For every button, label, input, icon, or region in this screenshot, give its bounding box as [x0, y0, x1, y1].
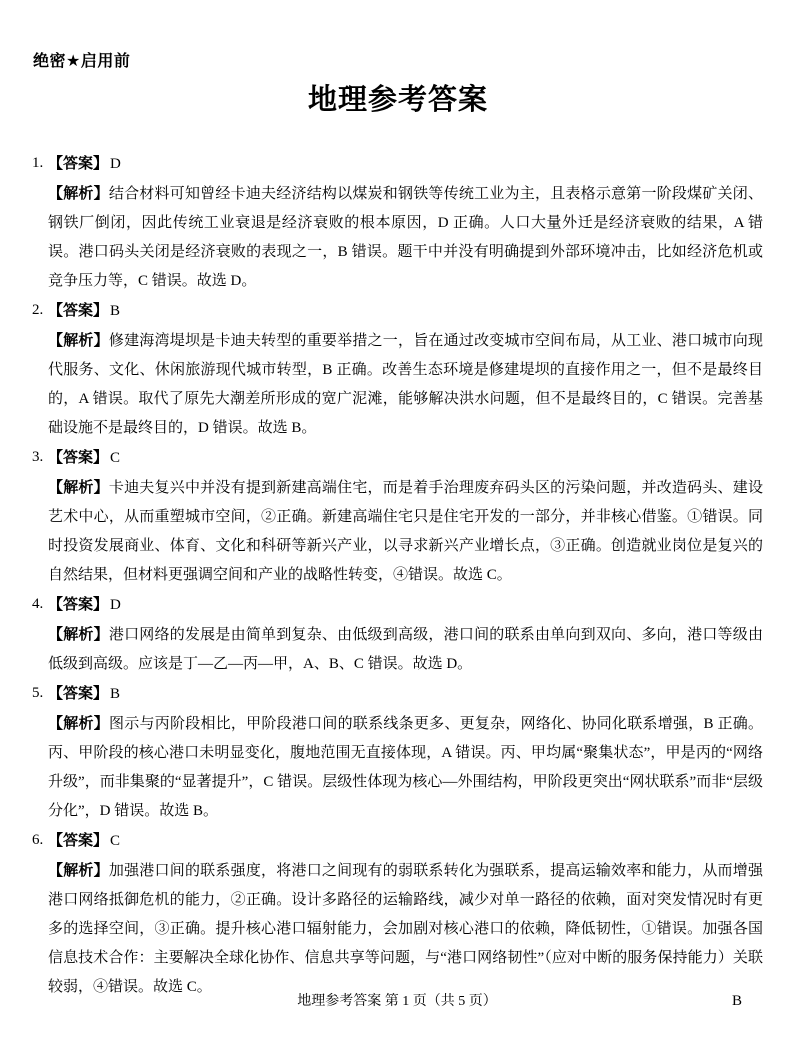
answer-line [48, 590, 763, 620]
analysis-paragraph [48, 856, 763, 1002]
answer-item-6 [33, 826, 763, 1002]
classification-banner: 绝密★启用前 [33, 53, 131, 70]
answer-value: D [110, 156, 121, 172]
item-number: 5. [32, 685, 44, 701]
answer-item-1 [33, 149, 763, 296]
answer-label: 【答案】 [48, 832, 109, 849]
footer-version-mark: B [731, 993, 742, 1009]
answer-value: D [110, 597, 121, 613]
analysis-label: 【解析】 [48, 479, 109, 496]
answer-item-3 [33, 443, 763, 590]
analysis-label: 【解析】 [48, 715, 109, 732]
answer-line [48, 443, 763, 473]
analysis-text: 修建海湾堤坝是卡迪夫转型的重要举措之一，旨在通过改变城市空间布局，从工业、港口城市向现代服务、文化、休闲旅游现代城市转型，B 正确。改善生态环境是修建堤坝的直接作用之一，但不是最终目的，A 错误。取代了原先大潮差所形成的宽广泥滩，能够解决洪水问题，但不是最终目的，C 错误。完善基础设施不是最终目的，D 错误。故选 B。 [48, 333, 763, 436]
item-number: 2. [32, 302, 44, 318]
analysis-paragraph [48, 709, 763, 826]
answer-line [48, 679, 763, 709]
answer-value: C [110, 450, 121, 466]
analysis-text: 卡迪夫复兴中并没有提到新建高端住宅，而是着手治理废弃码头区的污染问题，并改造码头、建设艺术中心，从而重塑城市空间，②正确。新建高端住宅只是住宅开发的一部分，并非核心借鉴。①错误。同时投资发展商业、体育、文化和科研等新兴产业，以寻求新兴产业增长点，③正确。创造就业岗位是复兴的自然结果，但材料更强调空间和产业的战略性转变，④错误。故选 C。 [48, 480, 763, 583]
analysis-text: 结合材料可知曾经卡迪夫经济结构以煤炭和钢铁等传统工业为主，且表格示意第一阶段煤矿关闭、钢铁厂倒闭，因此传统工业衰退是经济衰败的根本原因，D 正确。人口大量外迁是经济衰败的结果，A 错误。港口码头关闭是经济衰败的表现之一，B 错误。题干中并没有明确提到外部环境冲击，比如经济危机或竞争压力等，C 错误。故选 D。 [48, 186, 763, 289]
answer-line [48, 826, 763, 856]
analysis-paragraph [48, 326, 763, 443]
footer-page-info: 地理参考答案 第 1 页（共 5 页） [297, 994, 497, 1009]
answer-label: 【答案】 [48, 302, 109, 319]
analysis-paragraph [48, 620, 763, 679]
analysis-label: 【解析】 [48, 862, 109, 879]
answer-value: B [110, 303, 121, 319]
answer-value: C [110, 833, 121, 849]
analysis-label: 【解析】 [48, 626, 109, 643]
item-number: 1. [32, 155, 44, 171]
page-title: 地理参考答案 [307, 84, 488, 116]
analysis-label: 【解析】 [48, 332, 109, 349]
item-number: 4. [32, 596, 44, 612]
analysis-label: 【解析】 [48, 185, 109, 202]
answer-line [48, 149, 763, 179]
analysis-text: 图示与丙阶段相比，甲阶段港口间的联系线条更多、更复杂，网络化、协同化联系增强，B 正确。丙、甲阶段的核心港口未明显变化，腹地范围无直接体现，A 错误。丙、甲均属“聚集状态”，甲是丙的“网络升级”，而非集聚的“显著提升”，C 错误。层级性体现为核心—外围结构，甲阶段更突出“网状联系”而非“层级分化”，D 错误。故选 B。 [48, 716, 763, 819]
answers-list [33, 149, 763, 1002]
item-number: 3. [32, 449, 44, 465]
analysis-text: 加强港口间的联系强度，将港口之间现有的弱联系转化为强联系，提高运输效率和能力，从而增强港口网络抵御危机的能力，②正确。设计多路径的运输路线，减少对单一路径的依赖，面对突发情况时有更多的选择空间，③正确。提升核心港口辐射能力，会加剧对核心港口的依赖，降低韧性，①错误。加强各国信息技术合作：主要解决全球化协作、信息共享等问题，与“港口网络韧性”（应对中断的服务保持能力）关联较弱，④错误。故选 C。 [48, 863, 763, 995]
answer-label: 【答案】 [48, 596, 109, 613]
item-number: 6. [32, 832, 44, 848]
analysis-paragraph [48, 179, 763, 296]
answer-value: B [110, 686, 121, 702]
answer-label: 【答案】 [48, 155, 109, 172]
analysis-text: 港口网络的发展是由简单到复杂、由低级到高级，港口间的联系由单向到双向、多向，港口等级由低级到高级。应该是丁—乙—丙—甲，A、B、C 错误。故选 D。 [48, 627, 763, 672]
answer-line [48, 296, 763, 326]
answer-label: 【答案】 [48, 685, 109, 702]
analysis-paragraph [48, 473, 763, 590]
answer-label: 【答案】 [48, 449, 109, 466]
answer-item-5 [33, 679, 763, 826]
answer-item-2 [33, 296, 763, 443]
answer-item-4 [33, 590, 763, 679]
